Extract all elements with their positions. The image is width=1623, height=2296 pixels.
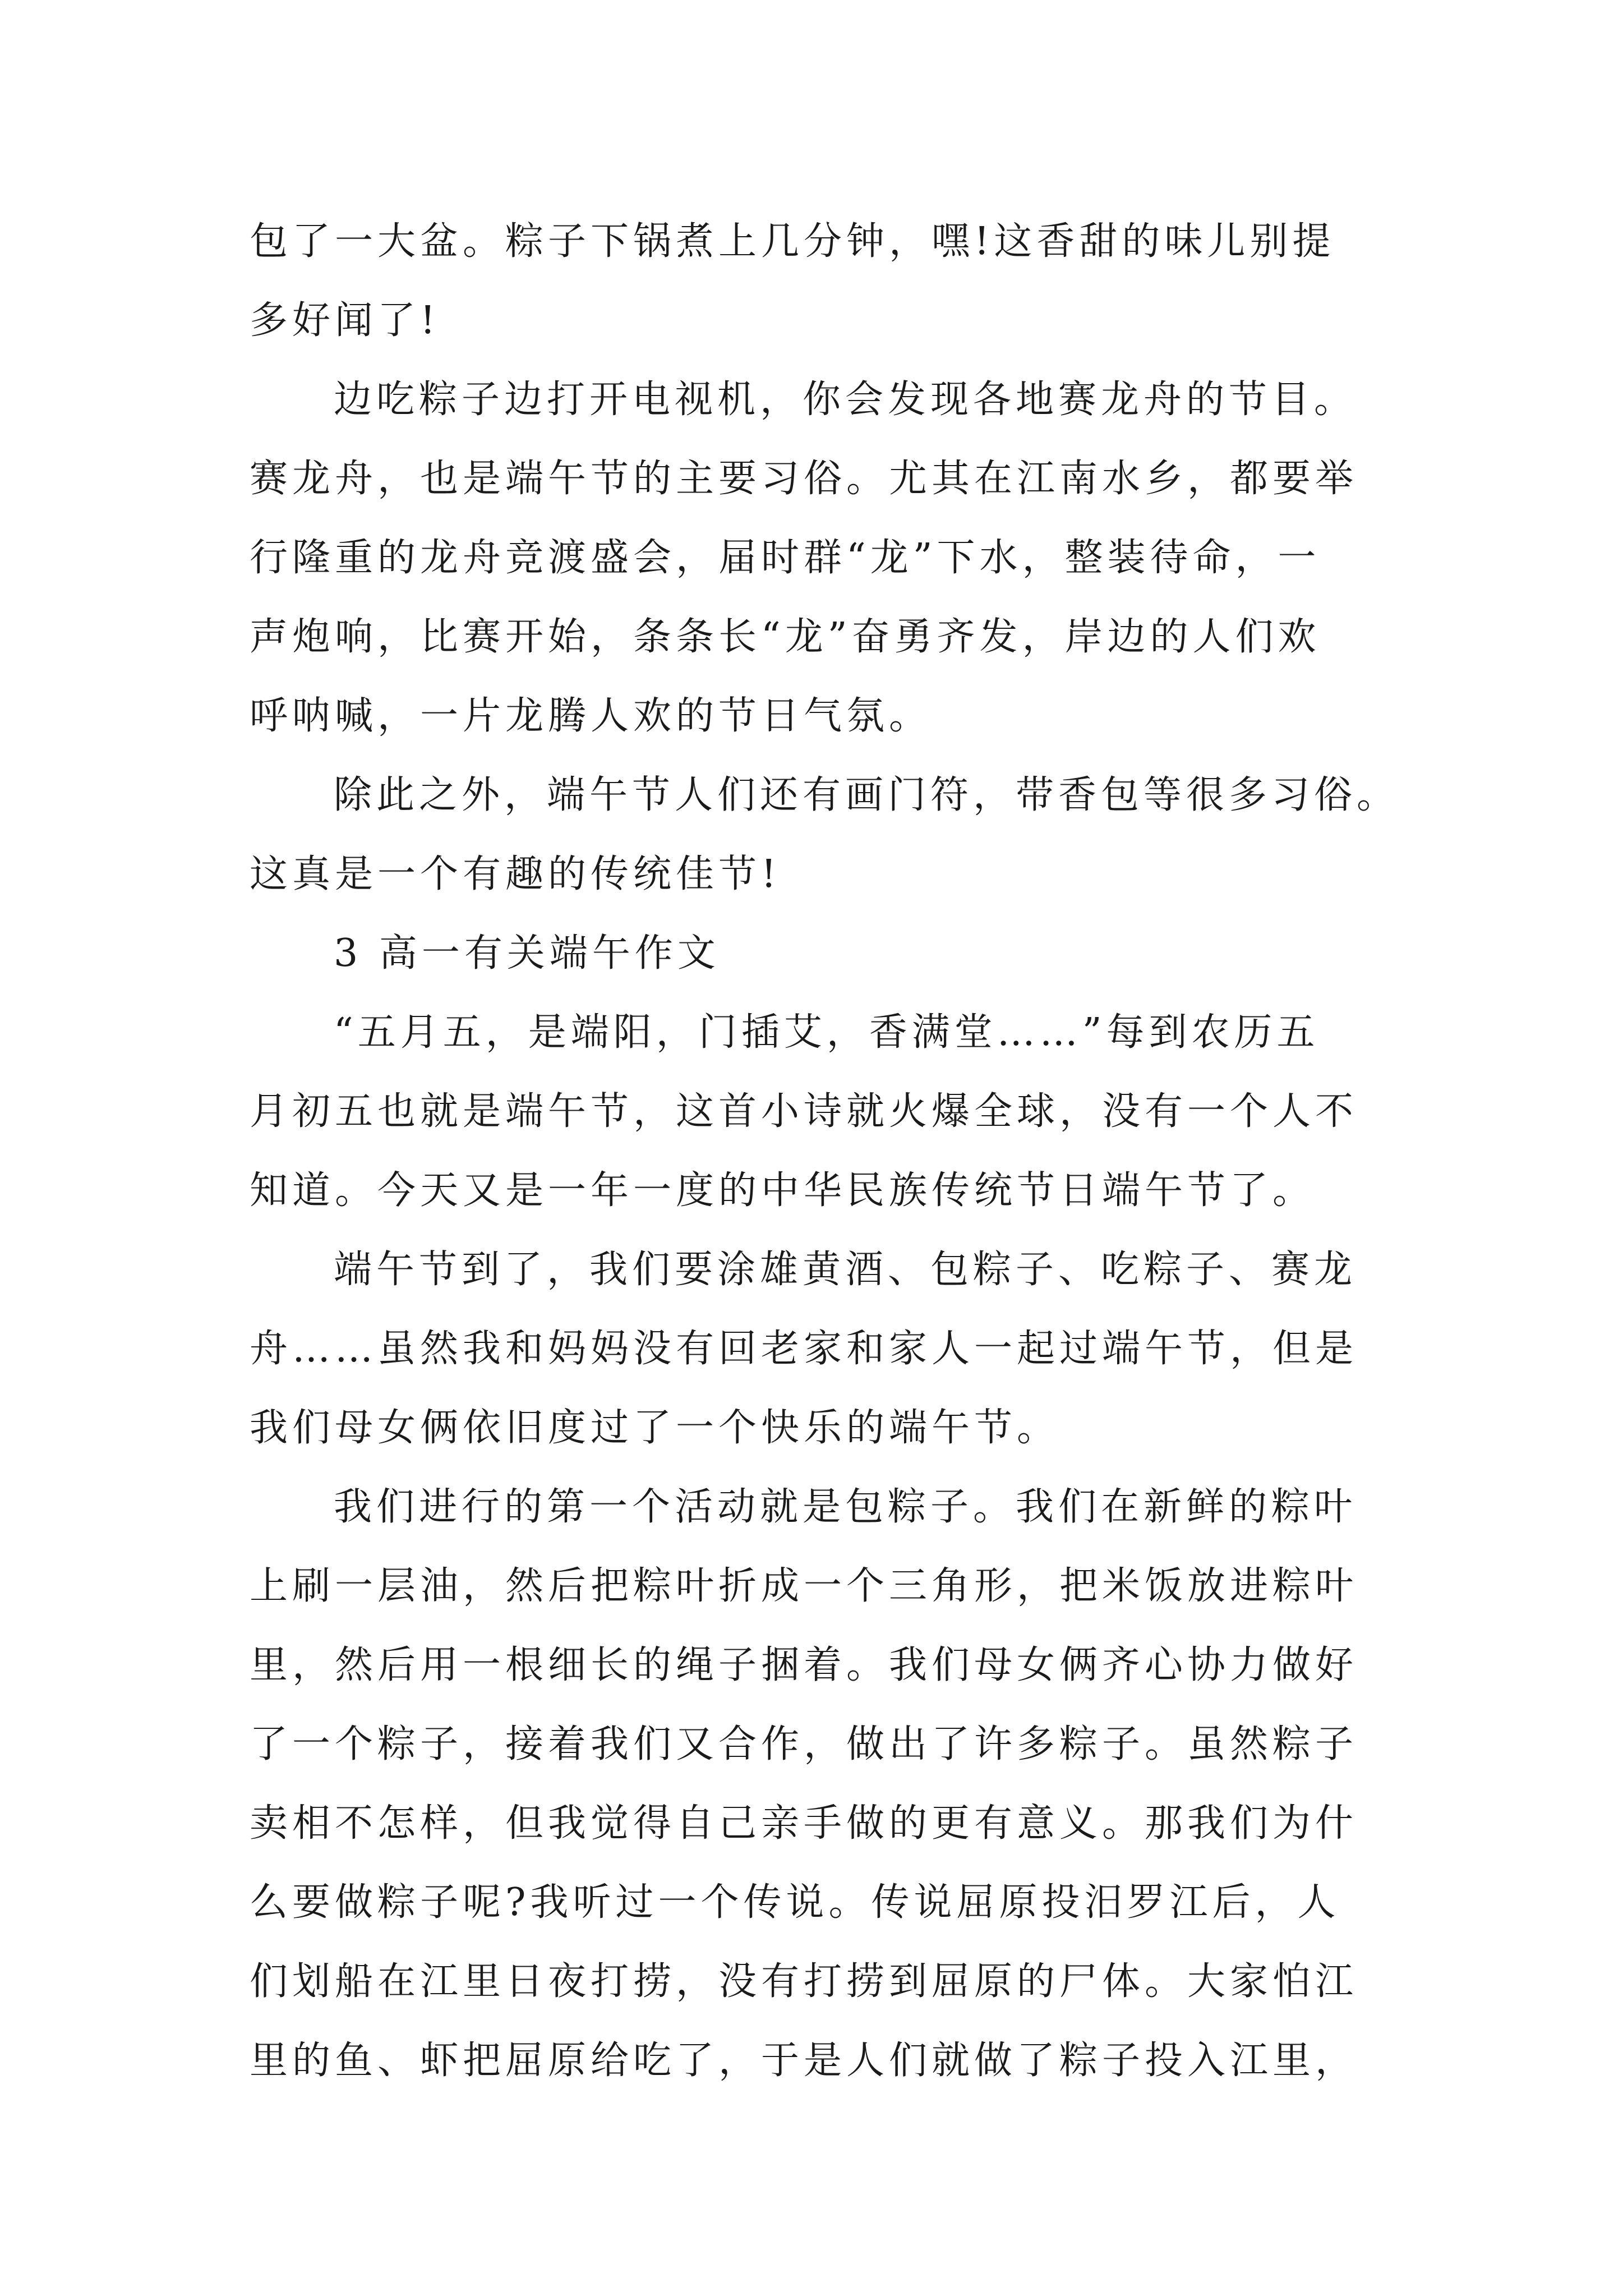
- text-line: 月初五也就是端午节，这首小诗就火爆全球，没有一个人不: [250, 1089, 1358, 1134]
- text-line: 除此之外，端午节人们还有画门符，带香包等很多习俗。: [334, 773, 1400, 817]
- text-line: 知道。今天又是一年一度的中华民族传统节日端午节了。: [250, 1168, 1316, 1213]
- text-line: 边吃粽子边打开电视机，你会发现各地赛龙舟的节目。: [334, 378, 1357, 422]
- text-line: 端午节到了，我们要涂雄黄酒、包粽子、吃粽子、赛龙: [334, 1248, 1357, 1292]
- text-line: 们划船在江里日夜打捞，没有打捞到屈原的尸体。大家怕江: [250, 1959, 1358, 2004]
- text-line: 上刷一层油，然后把粽叶折成一个三角形，把米饭放进粽叶: [250, 1564, 1358, 1608]
- text-line: 么要做粽子呢?我听过一个传说。传说屈原投汨罗江后，人: [250, 1880, 1340, 1925]
- section-heading: 3 高一有关端午作文: [334, 931, 720, 976]
- text-line: 里，然后用一根细长的绳子捆着。我们母女俩齐心协力做好: [250, 1643, 1358, 1687]
- text-line: 我们进行的第一个活动就是包粽子。我们在新鲜的粽叶: [334, 1485, 1357, 1529]
- text-line: “五月五，是端阳，门插艾，香满堂……”每到农历五: [334, 1010, 1320, 1055]
- text-line: 这真是一个有趣的传统佳节!: [250, 852, 781, 896]
- text-line: 赛龙舟，也是端午节的主要习俗。尤其在江南水乡，都要举: [250, 457, 1358, 501]
- text-line: 包了一大盆。粽子下锅煮上几分钟，嘿!这香甜的味儿别提: [250, 219, 1335, 264]
- text-line: 我们母女俩依旧度过了一个快乐的端午节。: [250, 1406, 1060, 1450]
- text-line: 声炮响，比赛开始，条条长“龙”奋勇齐发，岸边的人们欢: [250, 615, 1321, 659]
- text-line: 多好闻了!: [250, 298, 440, 343]
- text-line: 舟……虽然我和妈妈没有回老家和家人一起过端午节，但是: [250, 1327, 1358, 1371]
- essay-body: [250, 202, 1400, 2100]
- text-line: 呼呐喊，一片龙腾人欢的节日气氛。: [250, 694, 932, 738]
- text-line: 行隆重的龙舟竞渡盛会，届时群“龙”下水，整装待命，一: [250, 536, 1321, 580]
- text-line: 卖相不怎样，但我觉得自己亲手做的更有意义。那我们为什: [250, 1801, 1358, 1846]
- text-line: 了一个粽子，接着我们又合作，做出了许多粽子。虽然粽子: [250, 1722, 1358, 1766]
- text-line: 里的鱼、虾把屈原给吃了，于是人们就做了粽子投入江里，: [250, 2039, 1358, 2083]
